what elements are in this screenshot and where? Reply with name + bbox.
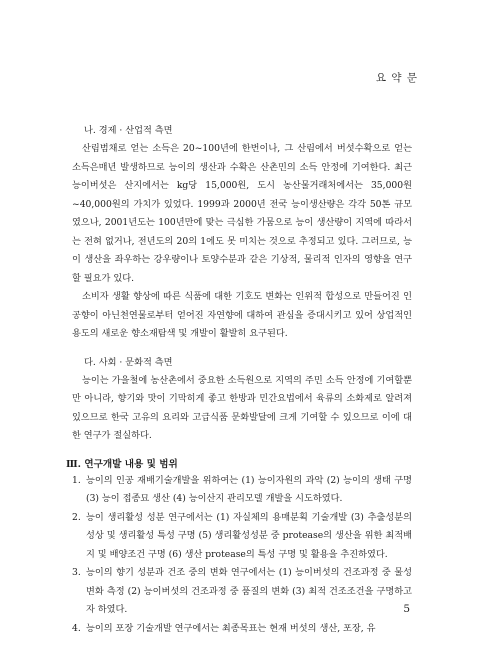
list-item-text: 능이의 향기 성분과 건조 중의 변화 연구에서는 (1) 능이버섯의 건조과정 중 물성변화 측정 (2) 능이버섯의 건조과정 중 품질의 변화 (3) 최적 건조조건을 구명하고자 하였다. [86, 567, 412, 615]
page-header-title: 요 약 문 [375, 72, 418, 84]
paragraph-cultural: 능이는 가을철에 농산촌에서 중요한 소득원으로 지역의 주민 소득 안정에 기여할뿐만 아니라, 향기와 맛이 기막히게 좋고 한방과 민간요법에서 육류의 소화제로 알려져 있으므로 한국 고유의 요리와 고급식품 문화발달에 크게 기여할 수 있으므로 이에 대한 연구가 절실하다. [72, 374, 412, 441]
scope-list [72, 472, 412, 639]
list-item-text: 능이의 인공 재배기술개발을 위하여는 (1) 능이자원의 과악 (2) 능이의 생태 구명 (3) 능이 접종묘 생산 (4) 능이산지 관리모델 개발을 시도하였다. [86, 474, 412, 504]
list-item-number: 2. [72, 511, 81, 523]
list-item-number: 4. [72, 622, 81, 634]
list-item-text: 능이 생리활성 성분 연구에서는 (1) 자실체의 용매분획 기술개발 (3) 추출성분의 성상 및 생리활성 특성 구명 (5) 생리활성성분 중 protease의 생산을 위한 최적배지 및 배양조건 구명 (6) 생산 protease의 특성 구명 및 활용을 추진하였다. [86, 511, 412, 560]
list-item-number: 1. [72, 474, 81, 486]
paragraph-economic-1: 산림범채로 얻는 소득은 20~100년에 한번이나, 그 산림에서 버섯수확으로 얻는 소득은매년 발생하므로 능이의 생산과 수확은 산촌민의 소득 안정에 기여한다. 최근 능이버섯은 산지에서는 kg당 15,000원, 도시 농산물거래처에서는 35,000원~40,000원의 가치가 있었다. 1999과 2000년 전국 능이생산량은 각각 50톤 규모였으나, 2001년도는 100년만에 맞는 극심한 가뭄으로 능이 생산량이 지역에 따라서는 전혀 없거나, 전년도의 20의 1에도 못 미치는 것으로 추정되고 있다. 그러므로, 능이 생산을 좌우하는 강우량이나 토양수분과 같은 기상적, 물리적 인자의 영향을 연구할 필요가 있다. [72, 143, 412, 284]
section-heading-scope: Ⅲ. 연구개발 내용 및 범위 [66, 458, 178, 470]
list-item [72, 509, 412, 565]
list-item-number: 3. [72, 567, 81, 578]
list-item-text: 능이의 포장 기술개발 연구에서는 최종목표는 현재 버섯의 생산, 포장, 유 [86, 622, 376, 634]
section-heading-economic: 나. 경제 · 산업적 측면 [84, 125, 173, 136]
paragraph-economic-2: 소비자 생활 향상에 따른 식품에 대한 기호도 변화는 인위적 합성으로 만들어진 인공향이 아닌천연물로부터 얻어진 자연향에 대하여 관심을 증대시키고 있어 상업적인 용도의 새로운 향소재탐색 및 개발이 활발히 요구된다. [72, 291, 412, 339]
page-number: 5 [403, 603, 410, 615]
document-body [66, 122, 412, 638]
section-heading-cultural: 다. 사회 · 문화적 측면 [84, 356, 173, 368]
list-item [72, 564, 412, 620]
list-item [72, 620, 412, 639]
list-item [72, 472, 412, 509]
